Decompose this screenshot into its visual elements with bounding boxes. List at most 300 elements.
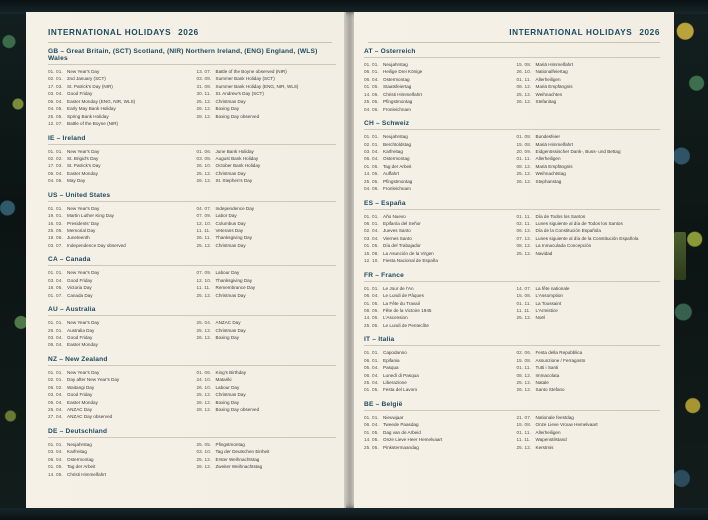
holiday-row: [517, 429, 661, 436]
holiday-date: 01. 01.: [364, 134, 379, 140]
holiday-row: [48, 406, 188, 413]
holiday-row: [48, 277, 188, 284]
holiday-row: [197, 376, 337, 383]
holiday-column: [517, 61, 661, 113]
cover-edge-bottom: [0, 508, 708, 520]
holiday-name: Immacolata: [535, 372, 560, 378]
holiday-row: [517, 220, 661, 227]
holiday-name: Liberazione: [383, 380, 407, 385]
holiday-date: 02. 01.: [48, 76, 63, 82]
holiday-row: [364, 322, 508, 329]
holiday-column: [48, 68, 188, 128]
holiday-column: [197, 441, 337, 478]
holiday-row: [48, 384, 188, 391]
holiday-row: [364, 91, 508, 98]
holiday-name: Nationalfeiertag: [535, 69, 568, 75]
holiday-row: [364, 349, 508, 356]
holiday-date: 06. 01.: [364, 357, 379, 363]
holiday-date: 20. 09.: [516, 148, 532, 154]
holiday-name: Remembrance Day: [215, 285, 256, 291]
holiday-row: [364, 307, 508, 314]
holiday-date: 01. 05.: [364, 84, 379, 90]
holiday-name: Battle of the Boyne (NIR): [67, 121, 119, 127]
holiday-date: 19. 06.: [48, 235, 63, 241]
holiday-date: 02. 11.: [516, 221, 531, 226]
holiday-date: 25. 12.: [196, 327, 212, 333]
holiday-date: 07. 12.: [516, 235, 532, 241]
holiday-date: 06. 04.: [48, 170, 63, 176]
holiday-name: Santo Stefano: [535, 387, 565, 393]
holiday-date: 26. 01.: [48, 327, 63, 333]
holiday-name: St. Andrew's Day (SCT): [215, 91, 264, 97]
holiday-row: [364, 61, 508, 68]
holiday-date: 25. 12.: [516, 171, 532, 177]
holiday-row: [48, 148, 188, 155]
holiday-row: [197, 155, 337, 162]
holiday-name: St. Stephen's Day: [215, 178, 253, 184]
holiday-date: 06. 04.: [48, 456, 63, 462]
holiday-date: 02. 06.: [516, 350, 532, 356]
holiday-name: Columbus Day: [215, 220, 246, 226]
holiday-date: 25. 12.: [516, 380, 532, 385]
holiday-row: [48, 205, 188, 212]
holiday-row: [364, 213, 508, 220]
holiday-row: [197, 227, 337, 234]
holiday-row: [517, 227, 661, 234]
holiday-name: Allerheiligen: [535, 76, 561, 82]
holiday-date: 06. 04.: [48, 399, 63, 405]
holiday-name: Ostermontag: [67, 456, 94, 462]
holiday-row: [517, 364, 661, 371]
holiday-date: 01. 11.: [516, 365, 531, 371]
holiday-row: [48, 227, 188, 234]
holiday-name: Christmas Day: [215, 98, 246, 104]
holiday-date: 02. 02.: [48, 155, 63, 161]
holiday-date: 01. 05.: [364, 163, 379, 169]
holiday-name: Boxing Day: [215, 106, 239, 112]
country-divider: [364, 345, 660, 346]
holiday-name: Victoria Day: [67, 285, 92, 291]
holiday-name: Tag der Arbeit: [67, 464, 96, 470]
holiday-name: Martin Luther King Day: [67, 213, 114, 219]
holiday-date: 01. 01.: [48, 69, 63, 74]
country-divider: [364, 209, 660, 210]
holiday-date: 11. 11.: [516, 307, 531, 313]
holiday-date: 06. 01.: [364, 221, 379, 226]
holiday-row: [364, 170, 508, 177]
holiday-date: 25. 12.: [196, 242, 212, 248]
holiday-date: 26. 10.: [516, 69, 532, 75]
holiday-row: [48, 376, 188, 383]
holiday-name: Noël: [535, 315, 545, 321]
holiday-row: [364, 76, 508, 83]
holiday-row: [364, 314, 508, 321]
holiday-name: Independence Day: [215, 205, 255, 211]
holiday-row: [364, 364, 508, 371]
holiday-date: 03. 04.: [48, 91, 63, 97]
holiday-date: 24. 10.: [196, 377, 212, 383]
holiday-date: 26. 11.: [196, 235, 211, 241]
holiday-date: 25. 05.: [364, 444, 379, 450]
holiday-row: [517, 300, 661, 307]
holiday-row: [364, 141, 508, 148]
holiday-row: [364, 235, 508, 242]
holiday-date: 19. 01.: [48, 213, 63, 219]
holiday-row: [197, 406, 337, 413]
holiday-row: [364, 227, 508, 234]
holiday-row: [48, 284, 188, 291]
holiday-name: Weihnachtstag: [535, 171, 566, 177]
holiday-row: [364, 148, 508, 155]
holiday-date: 01. 05.: [364, 243, 379, 249]
holiday-date: 11. 11.: [516, 437, 531, 443]
holiday-name: St. Patrick's Day (NIR): [67, 83, 113, 89]
holiday-name: L'Ascension: [383, 315, 408, 321]
holiday-date: 01. 07.: [48, 292, 63, 298]
holiday-row: [517, 386, 661, 393]
holiday-date: 01. 01.: [48, 205, 63, 211]
holiday-date: 17. 03.: [48, 163, 63, 169]
holiday-date: 26. 12.: [196, 399, 212, 405]
holiday-column: [197, 269, 337, 299]
holiday-row: [197, 90, 337, 97]
holiday-name: Karfreitag: [383, 148, 403, 154]
holiday-date: 01. 11.: [516, 213, 531, 219]
holiday-date: 02. 01.: [364, 141, 379, 147]
holiday-row: [364, 83, 508, 90]
holiday-date: 06. 12.: [516, 228, 532, 234]
holiday-date: 01. 01.: [48, 148, 63, 154]
holiday-name: Christmas Day: [215, 392, 246, 398]
open-spread: [26, 12, 674, 508]
holiday-name: ANZAC Day observed: [67, 414, 113, 420]
holiday-date: 01. 11.: [516, 429, 531, 435]
holiday-row: [364, 98, 508, 105]
holiday-date: 15. 08.: [516, 422, 532, 428]
page-header-right-year: 2026: [639, 28, 660, 37]
holiday-name: Christmas Day: [215, 327, 246, 333]
holiday-row: [364, 421, 508, 428]
page-right: [354, 12, 674, 508]
holiday-row: [48, 234, 188, 241]
holiday-name: Tweede Paasdag: [383, 422, 419, 428]
holiday-column: [364, 213, 508, 265]
country-divider: [48, 144, 336, 145]
holiday-name: Onze Lieve Heer Hemelvaart: [383, 437, 443, 443]
holiday-row: [517, 98, 661, 105]
holiday-list-left: [48, 48, 336, 500]
holiday-date: 26. 12.: [516, 178, 532, 184]
holiday-date: 03. 10.: [196, 449, 212, 455]
holiday-row: [364, 436, 508, 443]
holiday-date: 06. 01.: [364, 69, 379, 75]
holiday-name: Tag der Deutschen Einheit: [215, 449, 270, 455]
holiday-name: Christmas Day: [215, 292, 246, 298]
holiday-row: [517, 141, 661, 148]
holiday-date: 01. 01.: [364, 414, 379, 420]
country-block: [48, 256, 336, 299]
holiday-date: 06. 04.: [48, 342, 63, 348]
holiday-date: 06. 04.: [364, 76, 379, 82]
holiday-date: 05. 04.: [364, 365, 379, 371]
country-title: AU – Australia: [48, 306, 96, 314]
holiday-date: 15. 08.: [516, 141, 532, 147]
country-block: [364, 48, 660, 113]
holiday-name: Viernes Santo: [383, 235, 412, 241]
holiday-date: 04. 06.: [364, 186, 379, 192]
holiday-row: [364, 372, 508, 379]
holiday-name: Fête de la Victoire 1945: [383, 307, 432, 313]
holiday-name: Epifanía del Señor: [383, 221, 421, 226]
holiday-date: 26. 12.: [516, 387, 532, 393]
holiday-row: [517, 250, 661, 257]
holiday-name: Le Jour de l'An: [383, 285, 414, 291]
holiday-row: [197, 98, 337, 105]
holiday-name: Assunzione / Ferragosto: [535, 357, 586, 363]
page-header-left-title: INTERNATIONAL HOLIDAYS: [48, 28, 172, 37]
holiday-row: [48, 155, 188, 162]
holiday-name: Pfingstmontag: [383, 178, 413, 184]
holiday-row: [197, 284, 337, 291]
holiday-date: 30. 11.: [196, 91, 211, 97]
holiday-name: Matariki: [215, 377, 232, 383]
holiday-date: 06. 04.: [364, 293, 379, 299]
holiday-name: Heilige Drei Könige: [383, 69, 423, 75]
holiday-name: Erster Weihnachtstag: [215, 456, 260, 462]
holiday-row: [48, 413, 188, 420]
country-divider: [48, 64, 336, 65]
holiday-name: New Year's Day: [67, 270, 100, 276]
holiday-row: [197, 83, 337, 90]
holiday-date: 15. 08.: [364, 250, 379, 256]
bookmark-tab: [674, 232, 686, 280]
holiday-name: La Inmaculada Concepción: [535, 243, 592, 249]
holiday-date: 01. 01.: [48, 320, 63, 326]
holiday-date: 01. 05.: [364, 387, 379, 393]
holiday-column: [197, 205, 337, 250]
holiday-row: [517, 68, 661, 75]
holiday-row: [364, 444, 508, 451]
holiday-column: [517, 213, 661, 265]
holiday-row: [517, 155, 661, 162]
country-block: [48, 48, 336, 128]
header-rule-left: [48, 42, 332, 43]
holiday-name: Juneteenth: [67, 235, 90, 241]
country-title: US – United States: [48, 191, 111, 199]
holiday-name: Le Lundi de Pâques: [383, 293, 424, 299]
holiday-date: 15. 08.: [516, 62, 532, 67]
holiday-row: [48, 456, 188, 463]
holiday-date: 01. 01.: [364, 285, 379, 291]
holiday-name: La Fête du Travail: [383, 300, 420, 306]
holiday-date: 02. 04.: [364, 228, 379, 234]
holiday-date: 01. 01.: [48, 369, 63, 375]
holiday-column: [517, 285, 661, 330]
holiday-date: 04. 05.: [48, 106, 63, 112]
holiday-row: [197, 220, 337, 227]
holiday-date: 12. 10.: [196, 277, 212, 283]
holiday-row: [364, 133, 508, 140]
holiday-name: Mariä Empfängnis: [535, 163, 573, 169]
holiday-date: 26. 12.: [516, 99, 532, 105]
holiday-column: [48, 269, 188, 299]
holiday-name: Summer Bank Holiday (ENG, NIR, WLS): [215, 83, 299, 89]
holiday-row: [517, 148, 661, 155]
holiday-date: 25. 12.: [516, 250, 532, 256]
holiday-name: Tutti i Santi: [535, 365, 559, 371]
holiday-date: 03. 08.: [196, 155, 212, 161]
country-title: IE – Ireland: [48, 134, 86, 142]
holiday-date: 03. 07.: [48, 242, 63, 248]
holiday-name: Bundesfeier: [535, 134, 561, 140]
holiday-date: 15. 08.: [516, 293, 532, 299]
holiday-row: [364, 220, 508, 227]
holiday-date: 06. 04.: [364, 422, 379, 428]
holiday-name: New Year's Day: [67, 148, 100, 154]
holiday-name: New Year's Day: [67, 320, 100, 326]
holiday-date: 25. 12.: [516, 91, 532, 97]
holiday-date: 06. 04.: [48, 98, 63, 104]
holiday-row: [517, 83, 661, 90]
holiday-date: 07. 09.: [196, 270, 212, 276]
holiday-row: [48, 242, 188, 249]
page-left: [26, 12, 346, 508]
holiday-date: 03. 04.: [48, 449, 63, 455]
holiday-name: Festa della Repubblica: [535, 350, 583, 356]
page-header-left-year: 2026: [178, 28, 199, 37]
holiday-row: [48, 177, 188, 184]
holiday-date: 25. 12.: [196, 98, 212, 104]
country-block: [48, 192, 336, 250]
holiday-row: [197, 205, 337, 212]
holiday-row: [517, 379, 661, 386]
holiday-row: [517, 436, 661, 443]
holiday-name: St. Patrick's Day: [67, 163, 101, 169]
holiday-date: 12. 10.: [364, 258, 379, 264]
holiday-row: [364, 155, 508, 162]
holiday-date: 01. 06.: [196, 148, 212, 154]
holiday-name: Natale: [535, 380, 549, 385]
holiday-row: [364, 242, 508, 249]
holiday-date: 13. 07.: [196, 69, 212, 74]
holiday-row: [197, 148, 337, 155]
holiday-row: [48, 391, 188, 398]
holiday-date: 14. 05.: [364, 315, 379, 321]
holiday-name: Canada Day: [67, 292, 93, 298]
holiday-name: Weihnachten: [535, 91, 563, 97]
holiday-name: Early May Bank Holiday: [67, 106, 116, 112]
holiday-name: Auffahrt: [383, 171, 400, 177]
holiday-column: [48, 148, 188, 185]
holiday-name: Thanksgiving Day: [215, 277, 253, 283]
holiday-name: Dag van de Arbeid: [383, 429, 421, 435]
holiday-name: Día de Todos los Santos: [535, 213, 586, 219]
holiday-date: 14. 07.: [516, 285, 532, 291]
country-divider: [48, 201, 336, 202]
holiday-row: [48, 448, 188, 455]
holiday-date: 01. 11.: [516, 300, 531, 306]
holiday-column: [197, 319, 337, 349]
holiday-date: 08. 05.: [364, 307, 379, 313]
holiday-name: L'Armistice: [535, 307, 558, 313]
holiday-date: 14. 05.: [364, 437, 379, 443]
holiday-name: Pfingstmontag: [383, 99, 413, 105]
holiday-name: Neujahrstag: [383, 62, 408, 67]
holiday-row: [364, 379, 508, 386]
holiday-row: [197, 212, 337, 219]
holiday-name: ANZAC Day: [67, 407, 93, 412]
country-block: [48, 306, 336, 349]
holiday-date: 14. 05.: [364, 91, 379, 97]
country-block: [48, 135, 336, 185]
holiday-name: Fronleichnam: [383, 186, 411, 192]
holiday-row: [48, 98, 188, 105]
holiday-row: [197, 456, 337, 463]
holiday-date: 26. 12.: [196, 106, 212, 112]
holiday-name: Capodanno: [383, 350, 407, 356]
holiday-row: [197, 448, 337, 455]
holiday-row: [48, 68, 188, 75]
holiday-row: [48, 120, 188, 127]
holiday-name: Fronleichnam: [383, 106, 411, 112]
holiday-row: [197, 234, 337, 241]
holiday-row: [48, 220, 188, 227]
holiday-column: [197, 148, 337, 185]
holiday-date: 08. 12.: [516, 84, 532, 90]
holiday-name: Boxing Day observed: [215, 407, 260, 412]
holiday-name: Navidad: [535, 250, 553, 256]
country-block: [48, 428, 336, 478]
country-divider: [48, 265, 336, 266]
holiday-row: [48, 334, 188, 341]
holiday-name: Day after New Year's Day: [67, 377, 120, 383]
holiday-name: Día de la Constitución Española: [535, 228, 601, 234]
holiday-list-right: [364, 48, 660, 500]
holiday-row: [48, 463, 188, 470]
holiday-date: 08. 12.: [516, 163, 532, 169]
holiday-row: [48, 441, 188, 448]
holiday-date: 04. 05.: [48, 178, 63, 184]
holiday-column: [517, 414, 661, 451]
holiday-row: [48, 341, 188, 348]
holiday-row: [364, 429, 508, 436]
holiday-date: 25. 12.: [196, 456, 212, 462]
holiday-row: [197, 269, 337, 276]
holiday-name: Nieuwjaar: [383, 414, 404, 420]
holiday-date: 06. 04.: [364, 156, 379, 162]
holiday-row: [517, 242, 661, 249]
holiday-row: [517, 91, 661, 98]
holiday-name: Waitangi Day: [67, 384, 95, 390]
holiday-name: Lunes siguiente al día de Todos los Santos: [535, 221, 623, 226]
holiday-row: [364, 106, 508, 113]
holiday-row: [364, 257, 508, 264]
header-rule-right: [368, 42, 660, 43]
holiday-row: [48, 113, 188, 120]
holiday-row: [197, 105, 337, 112]
country-title: AT – Österreich: [364, 48, 416, 55]
holiday-name: Good Friday: [67, 277, 93, 283]
country-title: CA – Canada: [48, 256, 91, 264]
holiday-row: [197, 177, 337, 184]
holiday-name: Eidgenössischer Dank-, Buss- und Bettag: [535, 148, 621, 154]
holiday-row: [48, 83, 188, 90]
holiday-name: June Bank Holiday: [215, 148, 254, 154]
holiday-name: Ostermontag: [383, 156, 410, 162]
holiday-name: Thanksgiving Day: [215, 235, 253, 241]
country-title: BE – België: [364, 400, 403, 408]
country-divider: [364, 129, 660, 130]
